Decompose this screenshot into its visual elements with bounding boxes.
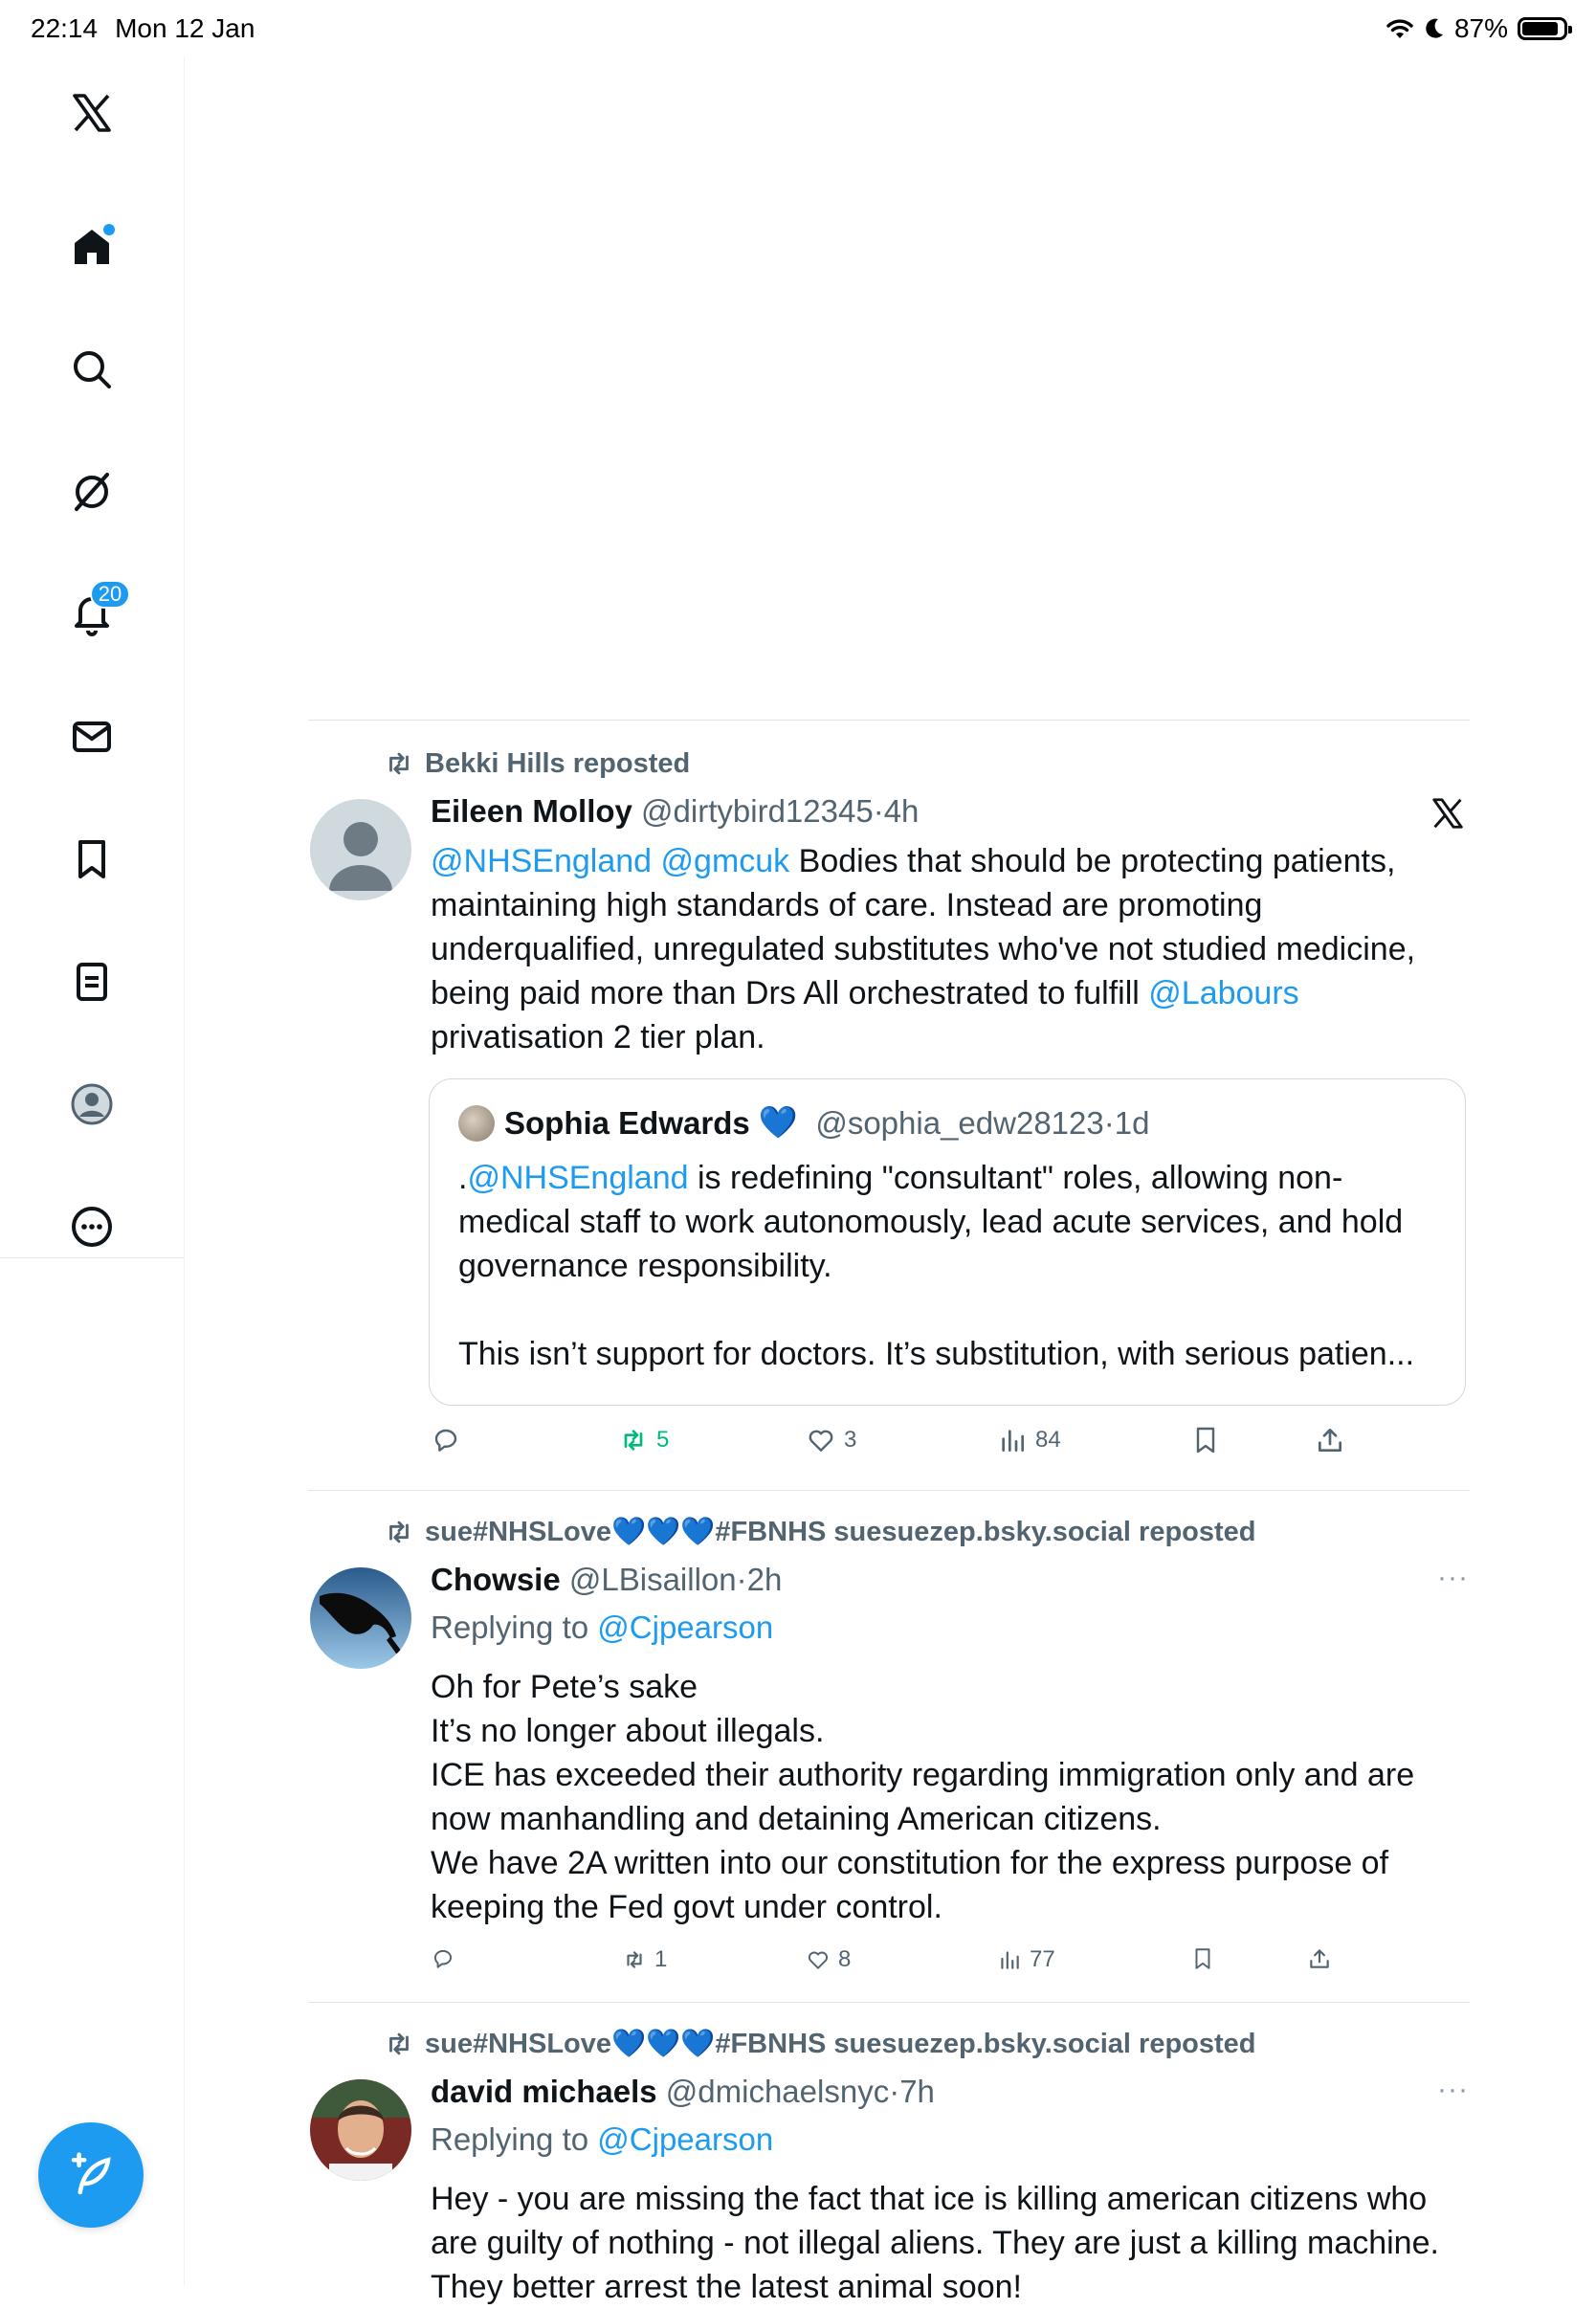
post-time[interactable]: 4h: [883, 793, 920, 829]
bookmark-button[interactable]: [1190, 1946, 1215, 1971]
heart-icon: [806, 1425, 836, 1455]
author-handle[interactable]: @dmichaelsnyc: [665, 2074, 890, 2109]
x-logo-icon: [1430, 795, 1466, 832]
person-avatar-icon: [310, 2079, 411, 2181]
views-button[interactable]: [997, 1425, 1061, 1455]
battery-fill: [1522, 22, 1558, 35]
cat-avatar-icon: [310, 1567, 411, 1669]
post[interactable]: [308, 2003, 1470, 2305]
quote-prefix: .: [458, 1160, 468, 1196]
mention-link[interactable]: @Cjpearson: [597, 1610, 774, 1645]
profile-icon: [69, 1081, 115, 1127]
heart-icon: [806, 1947, 831, 1972]
author-name[interactable]: Eileen Molloy: [431, 793, 632, 829]
post[interactable]: [308, 1491, 1470, 2002]
post-actions: [431, 1946, 1474, 1985]
post-text: Hey - you are missing the fact that ice is killing american citizens who are guilty of nothing - not illegal aliens. They are just a killing machine. They better arrest the latest animal soon!: [431, 2181, 1439, 2305]
repost-icon: [383, 2028, 415, 2060]
nav-more[interactable]: [61, 1196, 122, 1257]
share-button[interactable]: [1307, 1946, 1332, 1971]
more-options-button[interactable]: ···: [1437, 2074, 1469, 2105]
status-bar: [0, 0, 1596, 57]
repost-icon: [383, 747, 415, 780]
repost-count: 1: [654, 1946, 668, 1972]
nav-grok[interactable]: [61, 461, 122, 522]
share-icon: [1307, 1946, 1332, 1971]
replying-label: Replying to: [431, 2121, 589, 2157]
repost-indicator: [383, 2028, 1256, 2060]
mail-icon: [69, 714, 115, 760]
separator-dot: ·: [736, 1562, 747, 1597]
quote-author-name: Sophia Edwards: [504, 1104, 750, 1141]
quoted-post[interactable]: [429, 1078, 1466, 1406]
mention-link[interactable]: @Cjpearson: [597, 2121, 774, 2157]
quote-text: [458, 1156, 1444, 1376]
unread-dot: [101, 222, 117, 237]
post-text-part: privatisation 2 tier plan.: [431, 1019, 765, 1055]
repost-label: sue#NHSLove💙💙💙#FBNHS suesuezep.bsky.social reposted: [425, 2029, 1256, 2059]
replying-to: [431, 1610, 773, 1646]
like-count: 8: [838, 1946, 852, 1972]
repost-indicator: [383, 1516, 1256, 1548]
repost-button[interactable]: [622, 1946, 667, 1973]
repost-icon: [622, 1947, 647, 1972]
avatar[interactable]: [310, 2079, 411, 2181]
status-time: 22:14: [31, 13, 99, 43]
sidebar: [0, 57, 185, 2285]
quote-avatar: [458, 1105, 495, 1142]
search-icon: [69, 346, 115, 392]
mention-link[interactable]: @Labours: [1148, 975, 1299, 1011]
compose-icon: [65, 2149, 117, 2201]
post-actions: [431, 1425, 1474, 1463]
share-icon: [1315, 1425, 1345, 1455]
list-icon: [69, 959, 115, 1005]
nav-home[interactable]: [61, 216, 122, 278]
author-handle[interactable]: @LBisaillon: [568, 1562, 737, 1597]
nav-notifications[interactable]: [61, 584, 122, 645]
views-count: 77: [1030, 1946, 1055, 1972]
compose-button[interactable]: [38, 2122, 144, 2228]
repost-icon: [618, 1425, 649, 1455]
quote-header: [458, 1104, 1149, 1142]
post-time[interactable]: 7h: [899, 2074, 935, 2109]
reply-icon: [431, 1425, 461, 1455]
more-options-button[interactable]: ···: [1437, 1562, 1469, 1593]
status-right: [1385, 13, 1567, 44]
reply-button[interactable]: [431, 1946, 455, 1971]
quote-text-para: This isn’t support for doctors. It’s substitution, with serious patien...: [458, 1336, 1415, 1372]
x-logo-icon: [69, 90, 115, 136]
mention-link[interactable]: @gmcuk: [660, 843, 790, 879]
nav-bookmarks[interactable]: [61, 829, 122, 890]
like-count: 3: [844, 1427, 857, 1453]
avatar[interactable]: [310, 1567, 411, 1669]
post-line: It’s no longer about illegals.: [431, 1713, 825, 1749]
views-icon: [997, 1947, 1022, 1972]
blue-heart-emoji: 💙: [758, 1104, 798, 1140]
post-text-part: Bodies that should be protecting patients, maintaining high standards of care. Instead are promoting underqualified, unregulated substitutes who've not studied medicine, being paid more than Drs All orchestrated to fulfill: [431, 843, 1416, 1011]
separator-dot: ·: [1103, 1104, 1115, 1141]
separator-dot: ·: [873, 793, 884, 829]
timeline-feed: [308, 720, 1470, 2305]
quote-author-handle: @sophia_edw28123: [815, 1104, 1104, 1141]
wifi-icon: [1385, 17, 1414, 40]
quote-time: 1d: [1114, 1104, 1150, 1141]
status-time-date: [31, 13, 255, 44]
mention-link[interactable]: @NHSEngland: [431, 843, 653, 879]
repost-label: Bekki Hills reposted: [425, 747, 691, 779]
post-header: [431, 2074, 935, 2110]
quote-text-part: is redefining "consultant" roles, allowing non-medical staff to work autonomously, lead acute services, and hold governance responsibility.: [458, 1160, 1404, 1284]
mention-link[interactable]: @NHSEngland: [467, 1160, 689, 1196]
author-name[interactable]: david michaels: [431, 2074, 657, 2109]
post-line: We have 2A written into our constitution for the express purpose of keeping the Fed govt under control.: [431, 1845, 1389, 1925]
post-line: ICE has exceeded their authority regarding immigration only and are now manhandling and detaining American citizens.: [431, 1757, 1415, 1837]
battery-icon: [1518, 17, 1567, 40]
x-logo-link[interactable]: [61, 82, 122, 144]
notifications-badge: 20: [90, 580, 130, 609]
post-line: Oh for Pete’s sake: [431, 1669, 698, 1705]
repost-icon: [383, 1516, 415, 1548]
status-date: Mon 12 Jan: [115, 13, 255, 43]
replying-label: Replying to: [431, 1610, 589, 1645]
post[interactable]: [308, 721, 1470, 1490]
post-header: [431, 1562, 782, 1598]
separator-dot: ·: [889, 2074, 900, 2109]
share-button[interactable]: [1315, 1425, 1345, 1455]
nav-search[interactable]: [61, 339, 122, 400]
replying-to: [431, 2121, 773, 2158]
repost-indicator: [383, 747, 690, 780]
post-text: [431, 839, 1464, 1059]
post-text: [431, 1665, 1464, 1929]
nav-lists[interactable]: [61, 951, 122, 1012]
views-button[interactable]: [997, 1946, 1055, 1973]
nav-messages[interactable]: [61, 706, 122, 767]
bookmark-icon: [1190, 1425, 1221, 1455]
post-header: [431, 793, 919, 830]
default-avatar-icon: [310, 799, 411, 900]
battery-percent: 87%: [1453, 13, 1508, 43]
post-time[interactable]: 2h: [746, 1562, 783, 1597]
moon-icon: [1424, 17, 1445, 40]
bookmark-icon: [69, 836, 115, 882]
nav-profile[interactable]: [61, 1074, 122, 1135]
like-button[interactable]: [806, 1946, 851, 1973]
like-button[interactable]: [806, 1425, 856, 1455]
avatar[interactable]: [310, 799, 411, 900]
repost-label: sue#NHSLove💙💙💙#FBNHS suesuezep.bsky.social reposted: [425, 1517, 1256, 1547]
grok-icon: [69, 469, 115, 515]
author-name[interactable]: Chowsie: [431, 1562, 561, 1597]
bookmark-icon: [1190, 1946, 1215, 1971]
more-circle-icon: [69, 1204, 115, 1250]
author-handle[interactable]: @dirtybird12345: [641, 793, 874, 829]
views-count: 84: [1035, 1427, 1061, 1453]
reply-button[interactable]: [431, 1425, 461, 1455]
views-icon: [997, 1425, 1028, 1455]
repost-button[interactable]: [618, 1425, 669, 1455]
bookmark-button[interactable]: [1190, 1425, 1221, 1455]
repost-count: 5: [656, 1427, 670, 1453]
reply-icon: [431, 1946, 455, 1971]
sidebar-divider: [0, 1257, 184, 1258]
